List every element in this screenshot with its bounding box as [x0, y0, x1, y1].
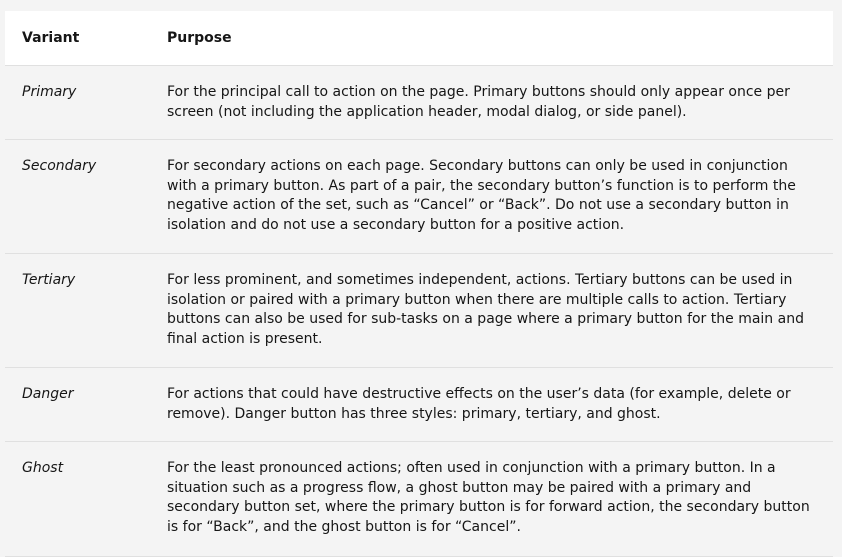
- purpose-cell: For the least pronounced actions; often used in conjunction with a primary button. In a situation such as a progress flow, a ghost button may be paired with a primary and secondary button set, where the primary button is for forward action, the secondary button is for “Back”, and the ghost button is for “Cancel”.: [167, 460, 810, 535]
- purpose-cell: For less prominent, and sometimes independent, actions. Tertiary buttons can be used in isolation or paired with a primary button when there are multiple calls to action. Tertiary buttons can also be used for sub-tasks on a page where a primary button for the main and final action is present.: [167, 272, 804, 347]
- button-variants-table: [5, 11, 833, 557]
- table-row: [5, 254, 833, 368]
- table-row: [5, 442, 833, 557]
- table-header-row: [5, 11, 833, 66]
- purpose-cell: For the principal call to action on the page. Primary buttons should only appear once per screen (not including the application header, modal dialog, or side panel).: [167, 84, 790, 120]
- variant-cell: Primary: [22, 84, 77, 100]
- table-row: [5, 140, 833, 254]
- table-row: [5, 66, 833, 140]
- header-purpose: Purpose: [167, 30, 232, 46]
- variant-cell: Tertiary: [22, 272, 76, 288]
- variant-cell: Danger: [22, 386, 74, 402]
- table-row: [5, 368, 833, 442]
- purpose-cell: For secondary actions on each page. Secondary buttons can only be used in conjunction with a primary button. As part of a pair, the secondary button’s function is to perform the negative action of the set, such as “Cancel” or “Back”. Do not use a secondary button in isolation and do not use a secondary button for a positive action.: [167, 158, 796, 233]
- variant-cell: Secondary: [22, 158, 97, 174]
- purpose-cell: For actions that could have destructive effects on the user’s data (for example, delete or remove). Danger button has three styles: primary, tertiary, and ghost.: [167, 386, 791, 422]
- variant-cell: Ghost: [22, 460, 64, 476]
- header-variant: Variant: [22, 30, 80, 46]
